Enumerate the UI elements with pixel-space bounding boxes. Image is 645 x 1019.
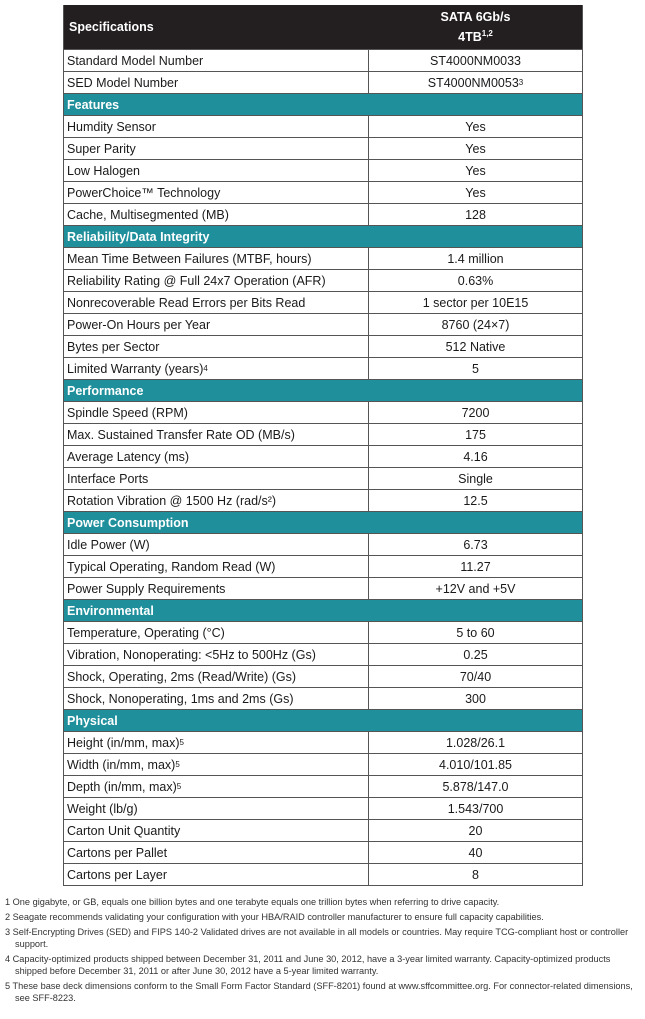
table-row [64, 160, 582, 182]
footnote: 5 These base deck dimensions conform to the Small Form Factor Standard (SFF-8201) found at www.sffcommittee.org. For connector-related dimensions, see SFF-8223. [5, 981, 633, 1003]
table-row [64, 754, 582, 776]
header-interface: SATA 6Gb/s [440, 10, 511, 24]
spec-label: Shock, Nonoperating, 1ms and 2ms (Gs) [64, 688, 369, 709]
spec-label: Cartons per Layer [64, 864, 369, 885]
spec-value: 20 [468, 823, 483, 838]
spec-value: 0.25 [463, 647, 488, 662]
spec-label: Max. Sustained Transfer Rate OD (MB/s) [64, 424, 369, 445]
table-row [64, 402, 582, 424]
table-row [64, 534, 582, 556]
spec-value: 40 [468, 845, 483, 860]
spec-value: 8 [472, 867, 479, 882]
spec-label: Typical Operating, Random Read (W) [64, 556, 369, 577]
spec-value: 1.543/700 [447, 801, 504, 816]
spec-value: 1.028/26.1 [445, 735, 506, 750]
spec-label: Power Supply Requirements [64, 578, 369, 599]
spec-label: Vibration, Nonoperating: <5Hz to 500Hz (Gs) [64, 644, 369, 665]
spec-label: SED Model Number [64, 72, 369, 93]
table-row [64, 336, 582, 358]
table-row [64, 138, 582, 160]
table-row [64, 468, 582, 490]
spec-label: Mean Time Between Failures (MTBF, hours) [64, 248, 369, 269]
spec-value: 8760 (24×7) [441, 317, 510, 332]
spec-label: Power-On Hours per Year [64, 314, 369, 335]
table-row [64, 358, 582, 380]
spec-value: 12.5 [463, 493, 488, 508]
spec-label: Temperature, Operating (°C) [64, 622, 369, 643]
table-body [64, 50, 582, 886]
table-row [64, 182, 582, 204]
spec-value: 4.010/101.85 [439, 757, 512, 772]
spec-label: Average Latency (ms) [64, 446, 369, 467]
table-row [64, 820, 582, 842]
table-row [64, 314, 582, 336]
spec-label: Super Parity [64, 138, 369, 159]
spec-value: 70/40 [459, 669, 492, 684]
table-header [64, 5, 582, 50]
table-row [64, 798, 582, 820]
footnote: 2 Seagate recommends validating your configuration with your HBA/RAID controller manufacturer to ensure full capacity capabilities. [5, 912, 544, 922]
spec-label: Carton Unit Quantity [64, 820, 369, 841]
table-row [64, 50, 582, 72]
spec-value: 6.73 [463, 537, 488, 552]
spec-table [63, 5, 583, 886]
spec-label: Height (in/mm, max) 5 [64, 732, 369, 753]
table-row [64, 622, 582, 644]
spec-label: Idle Power (W) [64, 534, 369, 555]
spec-label: Depth (in/mm, max) 5 [64, 776, 369, 797]
spec-label: Interface Ports [64, 468, 369, 489]
table-row [64, 776, 582, 798]
spec-value: +12V and +5V [435, 581, 516, 596]
spec-value: Yes [465, 185, 486, 200]
spec-value: 300 [465, 691, 486, 706]
footnotes [5, 896, 637, 1007]
spec-value: 5 [472, 361, 479, 376]
header-column [369, 5, 582, 49]
table-row [64, 644, 582, 666]
table-row [64, 446, 582, 468]
table-row [64, 270, 582, 292]
spec-value: 11.27 [460, 559, 491, 574]
footnote: 4 Capacity-optimized products shipped between December 31, 2011 and June 30, 2012, have a 3-year limited warranty. Capacity-optimized products shipped before December 31, 2011 or after June 30, 2012 have a 5-year limited warranty. [5, 954, 611, 976]
section-header: Features [64, 94, 582, 116]
spec-value: 512 Native [445, 339, 506, 354]
table-row [64, 842, 582, 864]
spec-value: Yes [465, 119, 486, 134]
header-label: Specifications [69, 20, 154, 34]
spec-label: Cartons per Pallet [64, 842, 369, 863]
table-row [64, 248, 582, 270]
spec-value: 1.4 million [447, 251, 504, 266]
table-row [64, 578, 582, 600]
section-header: Performance [64, 380, 582, 402]
spec-label: Shock, Operating, 2ms (Read/Write) (Gs) [64, 666, 369, 687]
spec-label: Limited Warranty (years) 4 [64, 358, 369, 379]
spec-value: ST4000NM0033 [429, 53, 522, 68]
footnote: 1 One gigabyte, or GB, equals one billion bytes and one terabyte equals one trillion bytes when referring to drive capacity. [5, 897, 500, 907]
spec-value: 1 sector per 10E15 [422, 295, 529, 310]
table-row [64, 688, 582, 710]
section-header: Physical [64, 710, 582, 732]
spec-value: 7200 [461, 405, 490, 420]
spec-value: 128 [465, 207, 486, 222]
table-row [64, 490, 582, 512]
spec-label: Humdity Sensor [64, 116, 369, 137]
table-row [64, 116, 582, 138]
spec-value: 5 to 60 [456, 625, 495, 640]
spec-value: 4.16 [463, 449, 488, 464]
spec-label: Reliability Rating @ Full 24x7 Operation (AFR) [64, 270, 369, 291]
table-row [64, 732, 582, 754]
spec-value: Single [458, 471, 493, 486]
section-header: Environmental [64, 600, 582, 622]
spec-label: Rotation Vibration @ 1500 Hz (rad/s²) [64, 490, 369, 511]
section-header: Power Consumption [64, 512, 582, 534]
table-row [64, 72, 582, 94]
spec-value: Yes [465, 141, 486, 156]
table-row [64, 666, 582, 688]
table-row [64, 292, 582, 314]
table-row [64, 424, 582, 446]
spec-label: Cache, Multisegmented (MB) [64, 204, 369, 225]
table-row [64, 864, 582, 886]
table-row [64, 556, 582, 578]
spec-value: 175 [465, 427, 486, 442]
spec-label: PowerChoice™ Technology [64, 182, 369, 203]
spec-value: ST4000NM0053 3 [427, 75, 524, 90]
spec-label: Low Halogen [64, 160, 369, 181]
spec-label: Width (in/mm, max) 5 [64, 754, 369, 775]
spec-value: Yes [465, 163, 486, 178]
header-capacity: 4TB$^{1,2}$ [458, 29, 493, 44]
spec-value: 5.878/147.0 [442, 779, 509, 794]
spec-label: Bytes per Sector [64, 336, 369, 357]
spec-label: Nonrecoverable Read Errors per Bits Read [64, 292, 369, 313]
spec-label: Weight (lb/g) [64, 798, 369, 819]
spec-label: Spindle Speed (RPM) [64, 402, 369, 423]
spec-label: Standard Model Number [64, 50, 369, 71]
table-row [64, 204, 582, 226]
section-header: Reliability/Data Integrity [64, 226, 582, 248]
spec-value: 0.63% [457, 273, 494, 288]
footnote: 3 Self-Encrypting Drives (SED) and FIPS 140-2 Validated drives are not available in all models or countries. May require TCG-compliant host or controller support. [5, 927, 629, 949]
